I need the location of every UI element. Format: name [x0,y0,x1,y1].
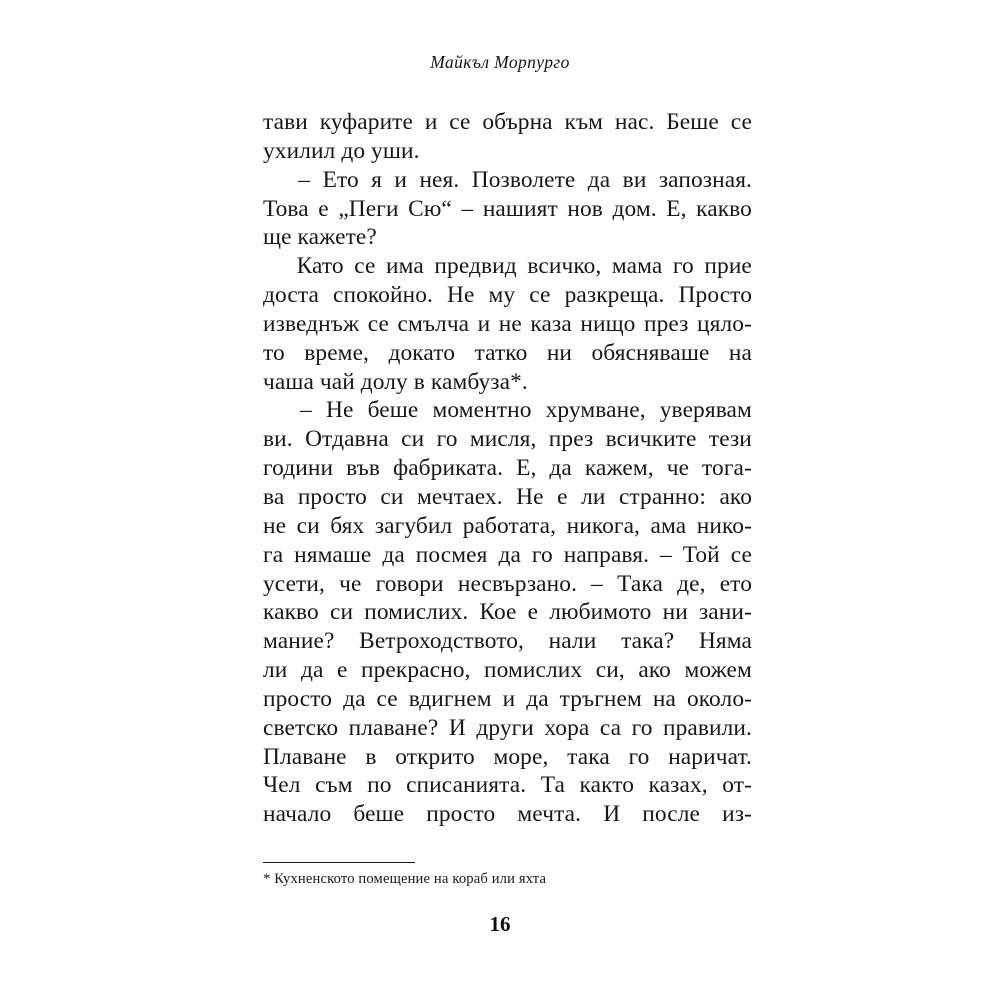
word: през [643,310,689,337]
word: говори [375,570,444,597]
word: я [371,166,383,193]
word: Ветроходството, [359,628,524,655]
word: нали [548,628,597,655]
word: прекрасно, [361,657,471,684]
text-line [263,108,752,137]
word: Е, [666,195,687,222]
word: спокойно. [333,282,433,309]
word: се [730,541,752,568]
word: се [730,109,752,135]
word: го [436,426,458,453]
word: се [529,282,551,309]
word: – [461,195,474,222]
text-line [263,656,752,685]
word: тога- [702,455,752,482]
word: има [386,253,424,280]
word: Отдавна [305,426,389,453]
word: ви [622,166,647,193]
word: моментно [432,397,532,424]
word: запозная. [658,166,752,193]
word: и [477,310,491,337]
word: мечтаех. [416,483,503,510]
word: ни [662,599,688,626]
word: го [628,743,650,770]
word: нико- [696,512,752,539]
word: странно: [618,483,706,510]
text-line [263,281,752,310]
text-line [263,598,752,627]
paragraph-indent [263,166,286,195]
word: ето [719,570,752,597]
word: прие [704,253,752,280]
word: е [557,483,568,510]
word: Като [296,253,344,280]
word: нямаше [294,541,372,568]
word: плаване? [348,714,439,741]
text-line [263,541,752,570]
word: цяло- [697,310,752,337]
word: си [380,483,404,510]
word: море, [493,743,549,770]
word: че [339,570,362,597]
word: Чел [263,772,301,799]
word: И [448,714,466,741]
word: нея. [419,166,460,193]
word: Просто [678,282,752,309]
word: какво [696,195,752,222]
word: от- [722,772,752,799]
word: време, [304,339,370,366]
word: Ето [322,166,359,193]
word: кажем, [584,455,654,482]
word: И [603,801,621,828]
word: Не [447,282,475,309]
word: помислих [484,657,583,684]
text-line [263,195,752,224]
word: всичките [605,426,697,453]
word: казах, [648,772,708,799]
word: си [401,426,425,453]
word: из- [722,801,752,828]
word: не [498,310,522,337]
text-line [263,425,752,454]
text-line [263,454,752,483]
word: Сю“ [408,195,452,222]
word: списанията. [406,772,527,799]
word: да [587,166,611,193]
word: наричат. [668,743,752,770]
word: го [672,253,694,280]
word: по [367,772,392,799]
word: хрумване, [545,397,646,424]
running-head: Майкъл Морпурго [430,52,570,72]
word: всичко, [527,253,602,280]
word: ако [719,483,752,510]
word: са [599,714,622,741]
word: то [263,339,285,366]
word: „Пеги [338,195,399,222]
word: правили. [662,714,752,741]
word: просто [426,801,496,828]
word: – [300,397,312,424]
word: Той [682,541,720,568]
word: посмея [415,541,488,568]
word: се [376,685,398,712]
word: фабриката. [392,455,504,482]
word: е [318,195,329,222]
text-line [263,339,752,368]
word: си, [595,657,625,684]
page-number: 16 [489,912,511,936]
word: Позволете [471,166,576,193]
word: си [296,512,320,539]
word: на [728,339,752,366]
word: в [365,743,377,770]
word: дом. [612,195,657,222]
text-line [263,714,752,743]
word: тави [263,109,308,135]
footnote-separator-rule [263,862,415,863]
word: можем [684,657,752,684]
word: мама [611,253,663,280]
word: че [666,455,690,482]
word: Беше [666,109,719,135]
word: през [548,426,594,453]
word: и [394,166,408,193]
text-line [263,800,752,829]
word: просто [297,483,367,510]
word: съм [315,772,353,799]
word: просто [263,685,333,712]
word: е [527,599,539,626]
word: светско [263,714,339,741]
word: – [298,166,311,193]
word: да [498,541,521,568]
text-line [263,483,752,512]
word: години [263,455,334,482]
text-line: ще кажете? [263,224,377,251]
word: де, [677,570,706,597]
text-line [263,252,752,281]
text-line [263,396,752,425]
word: Това [263,195,309,222]
text-line [263,310,752,339]
word: Така [617,570,663,597]
word: нов [567,195,603,222]
word: изведнъж [263,310,360,337]
word: хора [544,714,590,741]
word: беше [367,397,419,424]
word: несвързано. [457,570,578,597]
word: други [476,714,534,741]
word: Е, [516,455,537,482]
word: вдигнем [408,685,492,712]
word: после [642,801,700,828]
word: не [263,512,287,539]
word: предвид [434,253,517,280]
word: така? [621,628,675,655]
body-text-block [263,108,752,829]
word: – [591,570,603,597]
word: помислих. [364,599,469,626]
word: – [660,541,672,568]
word: тези [708,426,752,453]
word: зани- [698,599,752,626]
text-line [263,685,752,714]
word: любимото [549,599,652,626]
word: ни [546,339,573,366]
word: мание? [263,628,335,655]
word: се [354,253,376,280]
word: се [449,109,471,135]
text-line [263,743,752,772]
text-line [263,627,752,656]
text-line [263,570,752,599]
word: Няма [698,628,752,655]
word: както [579,772,635,799]
word: ако [638,657,671,684]
word: ви. [263,426,293,453]
word: и [502,685,516,712]
word: доста [263,282,319,309]
word: ли [581,483,606,510]
word: да [549,455,572,482]
word: открито [395,743,475,770]
word: разкреща. [564,282,665,309]
word: обясняваше [591,339,710,366]
word: във [346,455,380,482]
word: направя. [563,541,650,568]
word: никога, [566,512,641,539]
word: Кое [479,599,517,626]
paragraph-indent [263,396,286,425]
word: мисля, [469,426,537,453]
text-line: ухилил до уши. [263,137,420,164]
word: да [300,657,324,684]
word: е [336,657,348,684]
word: какво [263,599,319,626]
word: бях [330,512,365,539]
word: и [424,109,438,135]
word: куфарите [319,109,413,135]
word: усети, [263,570,325,597]
word: си [329,599,354,626]
word: докато [388,339,456,366]
word: тръгнем [559,685,642,712]
word: Не [516,483,544,510]
word: да [343,685,366,712]
text-line [263,512,752,541]
word: мечта. [517,801,582,828]
word: Не [326,397,354,424]
word: на [652,685,677,712]
word: му [488,282,516,309]
word: ва [263,483,285,510]
word: ама [650,512,687,539]
footnote-text: * Кухненското помещение на кораб или яхта [263,871,547,887]
word: така [567,743,610,770]
word: га [263,541,284,568]
word: нас. [614,109,655,135]
word: загубил [374,512,453,539]
word: смълча [397,310,470,337]
word: ли [263,657,288,684]
word: каза [530,310,572,337]
word: Та [540,772,565,799]
word: работата, [462,512,557,539]
word: около- [686,685,752,712]
text-line [263,771,752,800]
word: се [367,310,389,337]
word: нашият [482,195,558,222]
word: да [382,541,405,568]
word: татко [474,339,528,366]
text-line: чаша чай долу в камбуза*. [263,368,528,395]
word: Плаване [263,743,347,770]
word: да [526,685,549,712]
paragraph-indent [263,252,286,281]
word: го [631,714,653,741]
word: уверявам [659,397,752,424]
word: начало [263,801,332,828]
word: беше [353,801,405,828]
word: нищо [580,310,636,337]
word: обърна [482,109,553,135]
word: към [564,109,604,135]
text-line [263,166,752,195]
word: го [531,541,553,568]
